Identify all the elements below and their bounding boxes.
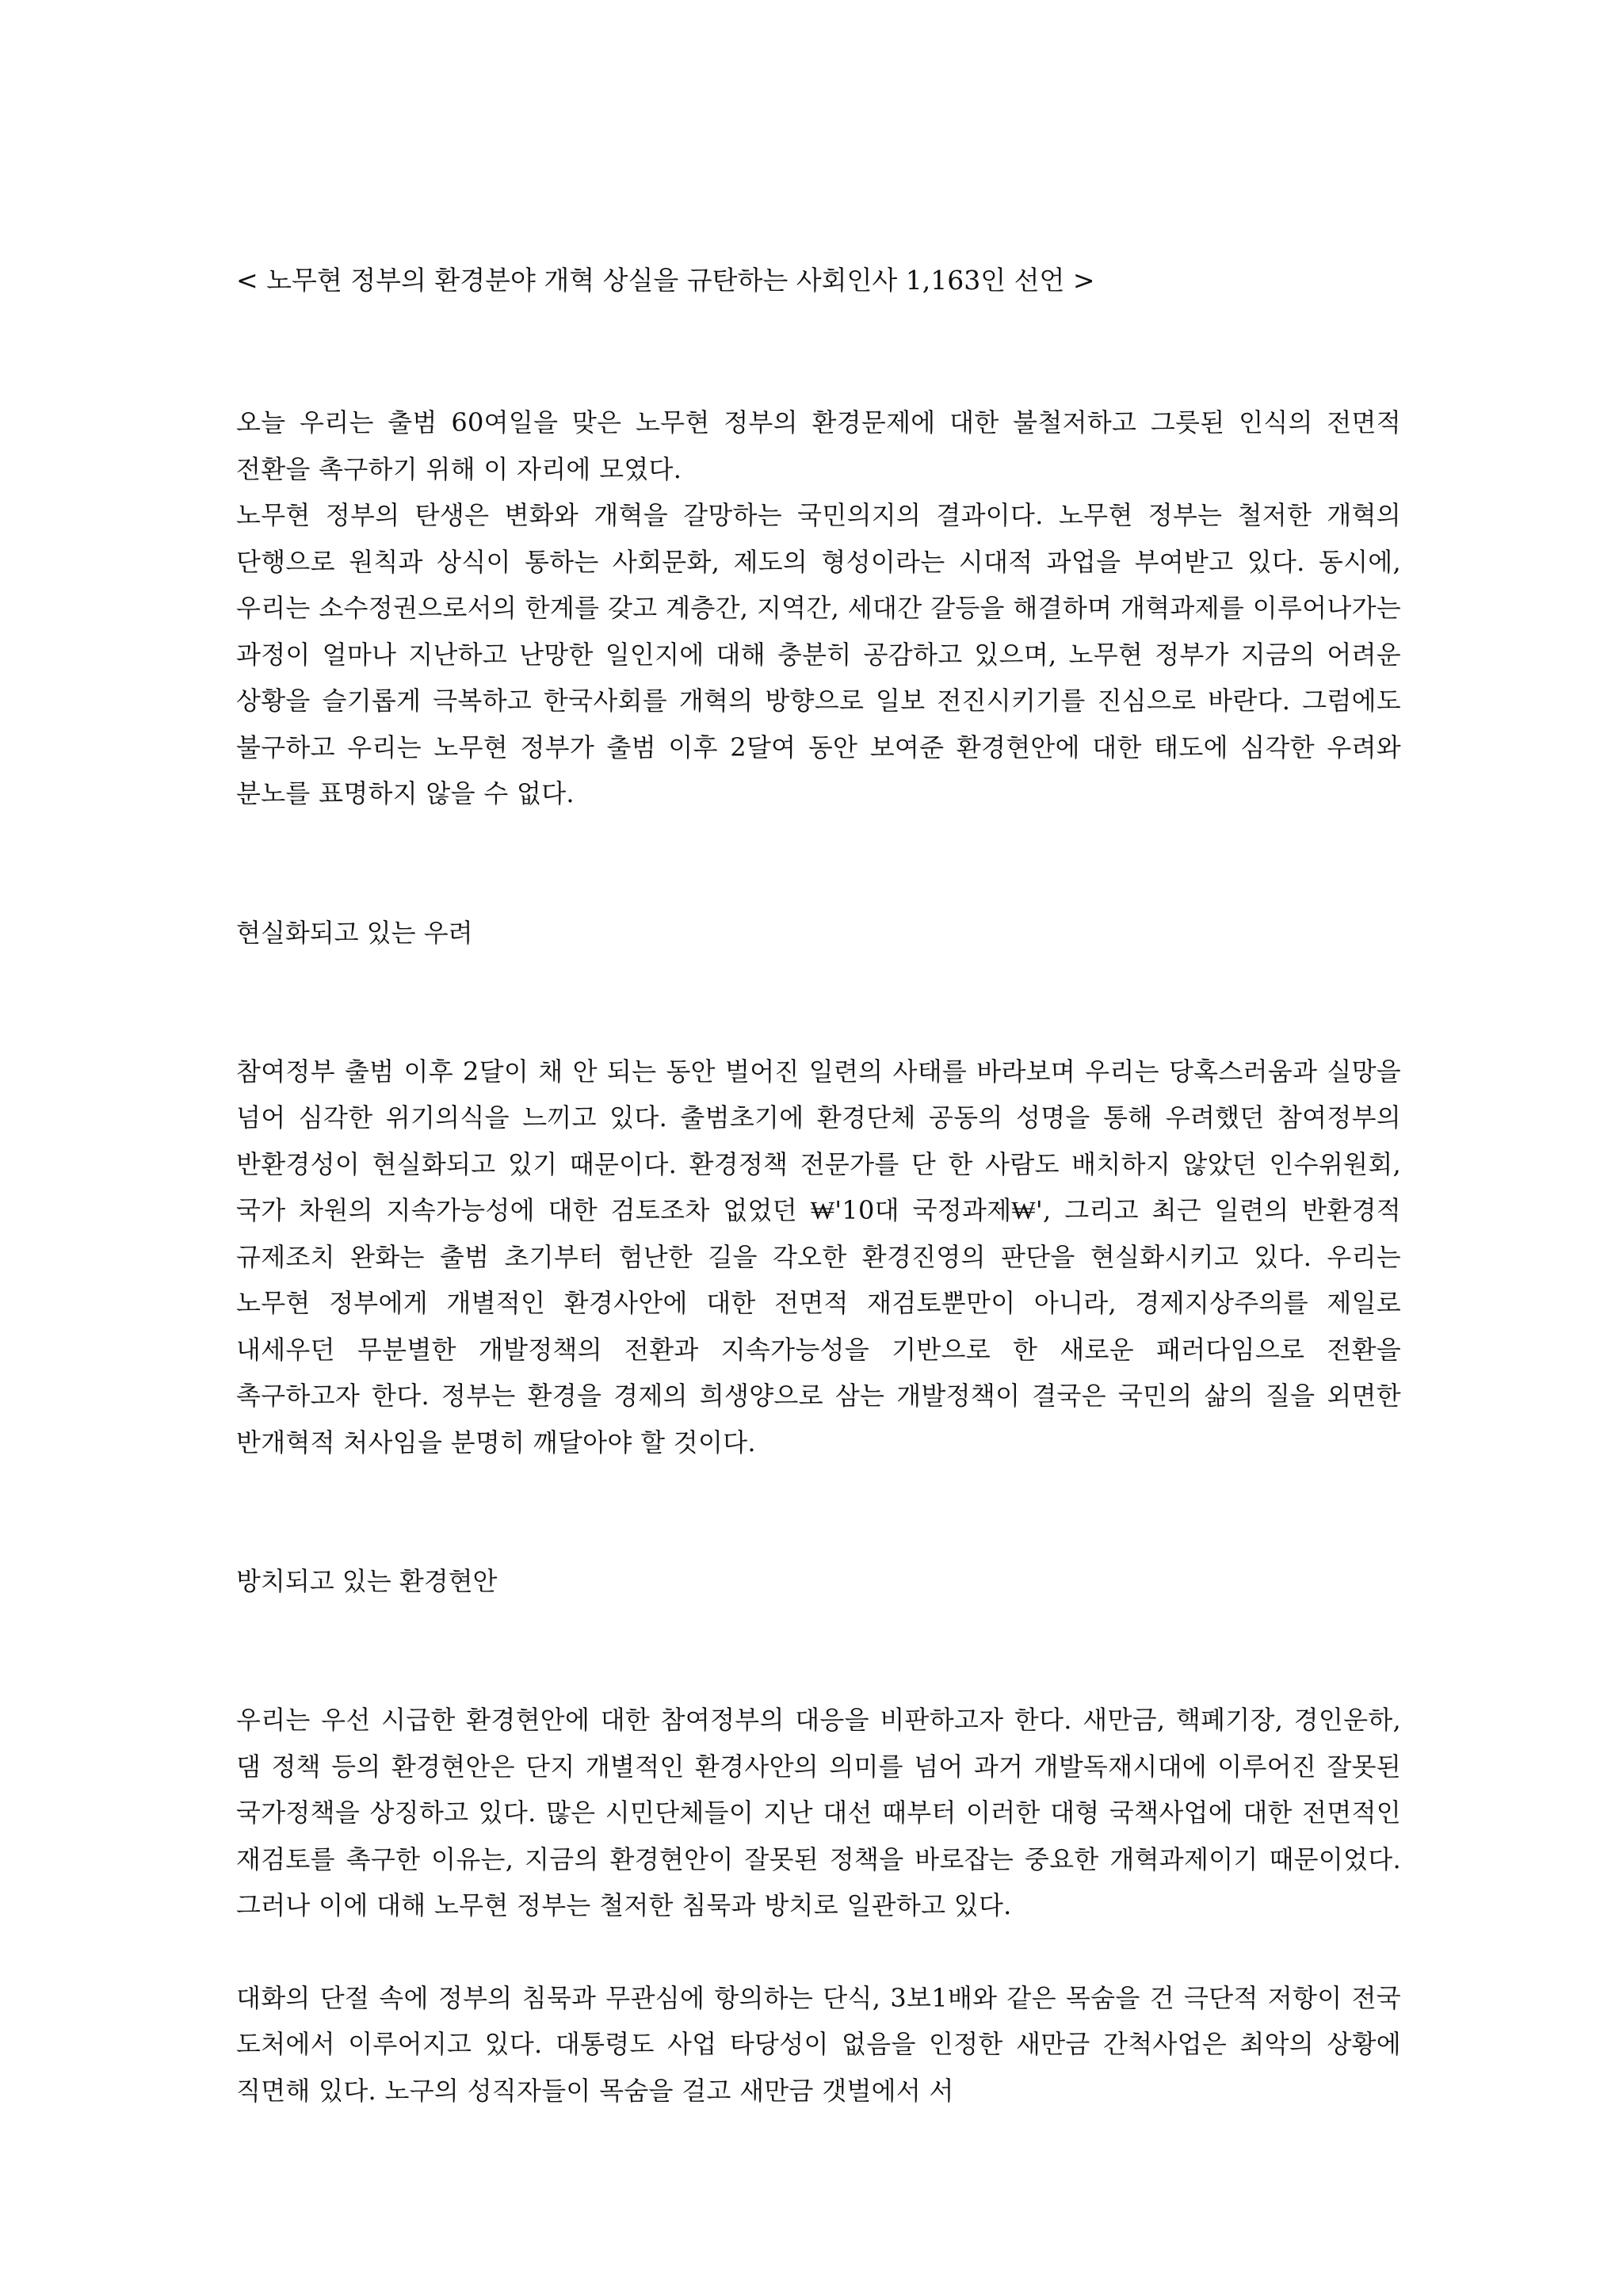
spacer <box>236 1604 1401 1697</box>
intro-paragraph-2: 노무현 정부의 탄생은 변화와 개혁을 갈망하는 국민의지의 결과이다. 노무현 정부는 철저한 개혁의 단행으로 원칙과 상식이 통하는 사회문화, 제도의 형성이라는 시대적 과업을 부여받고 있다. 동시에, 우리는 소수정권으로서의 한계를 갖고 계층간, 지역간, 세대간 갈등을 해결하며 개혁과제를 이루어나가는 과정이 얼마나 지난하고 난망한 일인지에 대해 충분히 공감하고 있으며, 노무현 정부가 지금의 어려운 상황을 슬기롭게 극복하고 한국사회를 개혁의 방향으로 일보 전진시키기를 진심으로 바란다. 그럼에도 불구하고 우리는 노무현 정부가 출범 이후 2달여 동안 보여준 환경현안에 대한 태도에 심각한 우려와 분노를 표명하지 않을 수 없다. <box>236 500 1401 808</box>
spacer <box>236 1929 1401 1975</box>
section-heading-neglected-issues: 방치되고 있는 환경현안 <box>236 1566 498 1596</box>
document-title: < 노무현 정부의 환경분야 개혁 상실을 규탄하는 사회인사 1,163인 선언 > <box>236 265 1095 296</box>
spacer <box>236 817 1401 910</box>
section-paragraph-concerns: 참여정부 출범 이후 2달이 채 안 되는 동안 벌어진 일련의 사태를 바라보며 우리는 당혹스러움과 실망을 넘어 심각한 위기의식을 느끼고 있다. 출범초기에 환경단체 공동의 성명을 통해 우려했던 참여정부의 반환경성이 현실화되고 있기 때문이다. 환경정책 전문가를 단 한 사람도 배치하지 않았던 인수위원회, 국가 차원의 지속가능성에 대한 검토조차 없었던 ₩'10대 국정과제₩', 그리고 최근 일련의 반환경적 규제조치 완화는 출범 초기부터 험난한 길을 각오한 환경진영의 판단을 현실화시키고 있다. 우리는 노무현 정부에게 개별적인 환경사안에 대한 전면적 재검토뿐만이 아니라, 경제지상주의를 제일로 내세우던 무분별한 개발정책의 전환과 지속가능성을 기반으로 한 새로운 패러다임으로 전환을 촉구하고자 한다. 정부는 환경을 경제의 희생양으로 삼는 개발정책이 결국은 국민의 삶의 질을 외면한 반개혁적 처사임을 분명히 깨달아야 할 것이다. <box>236 1056 1401 1457</box>
document-body <box>236 258 1401 2114</box>
spacer <box>236 1465 1401 1558</box>
section-heading-concerns: 현실화되고 있는 우려 <box>236 917 473 948</box>
spacer <box>236 304 1401 399</box>
section-paragraph-neglected-1: 우리는 우선 시급한 환경현안에 대한 참여정부의 대응을 비판하고자 한다. 새만금, 핵폐기장, 경인운하, 댐 정책 등의 환경현안은 단지 개별적인 환경사안의 의미를 넘어 과거 개발독재시대에 이루어진 잘못된 국가정책을 상징하고 있다. 많은 시민단체들이 지난 대선 때부터 이러한 대형 국책사업에 대한 전면적인 재검토를 촉구한 이유는, 지금의 환경현안이 잘못된 정책을 바로잡는 중요한 개혁과제이기 때문이었다. 그러나 이에 대해 노무현 정부는 철저한 침묵과 방치로 일관하고 있다. <box>236 1705 1401 1920</box>
spacer <box>236 956 1401 1049</box>
section-paragraph-neglected-2: 대화의 단절 속에 정부의 침묵과 무관심에 항의하는 단식, 3보1배와 같은 목숨을 건 극단적 저항이 전국 도처에서 이루어지고 있다. 대통령도 사업 타당성이 없음을 인정한 새만금 간척사업은 최악의 상황에 직면해 있다. 노구의 성직자들이 목숨을 걸고 새만금 갯벌에서 서 <box>236 1982 1401 2106</box>
intro-paragraph-1: 오늘 우리는 출범 60여일을 맞은 노무현 정부의 환경문제에 대한 불철저하고 그릇된 인식의 전면적 전환을 촉구하기 위해 이 자리에 모였다. <box>236 407 1401 484</box>
